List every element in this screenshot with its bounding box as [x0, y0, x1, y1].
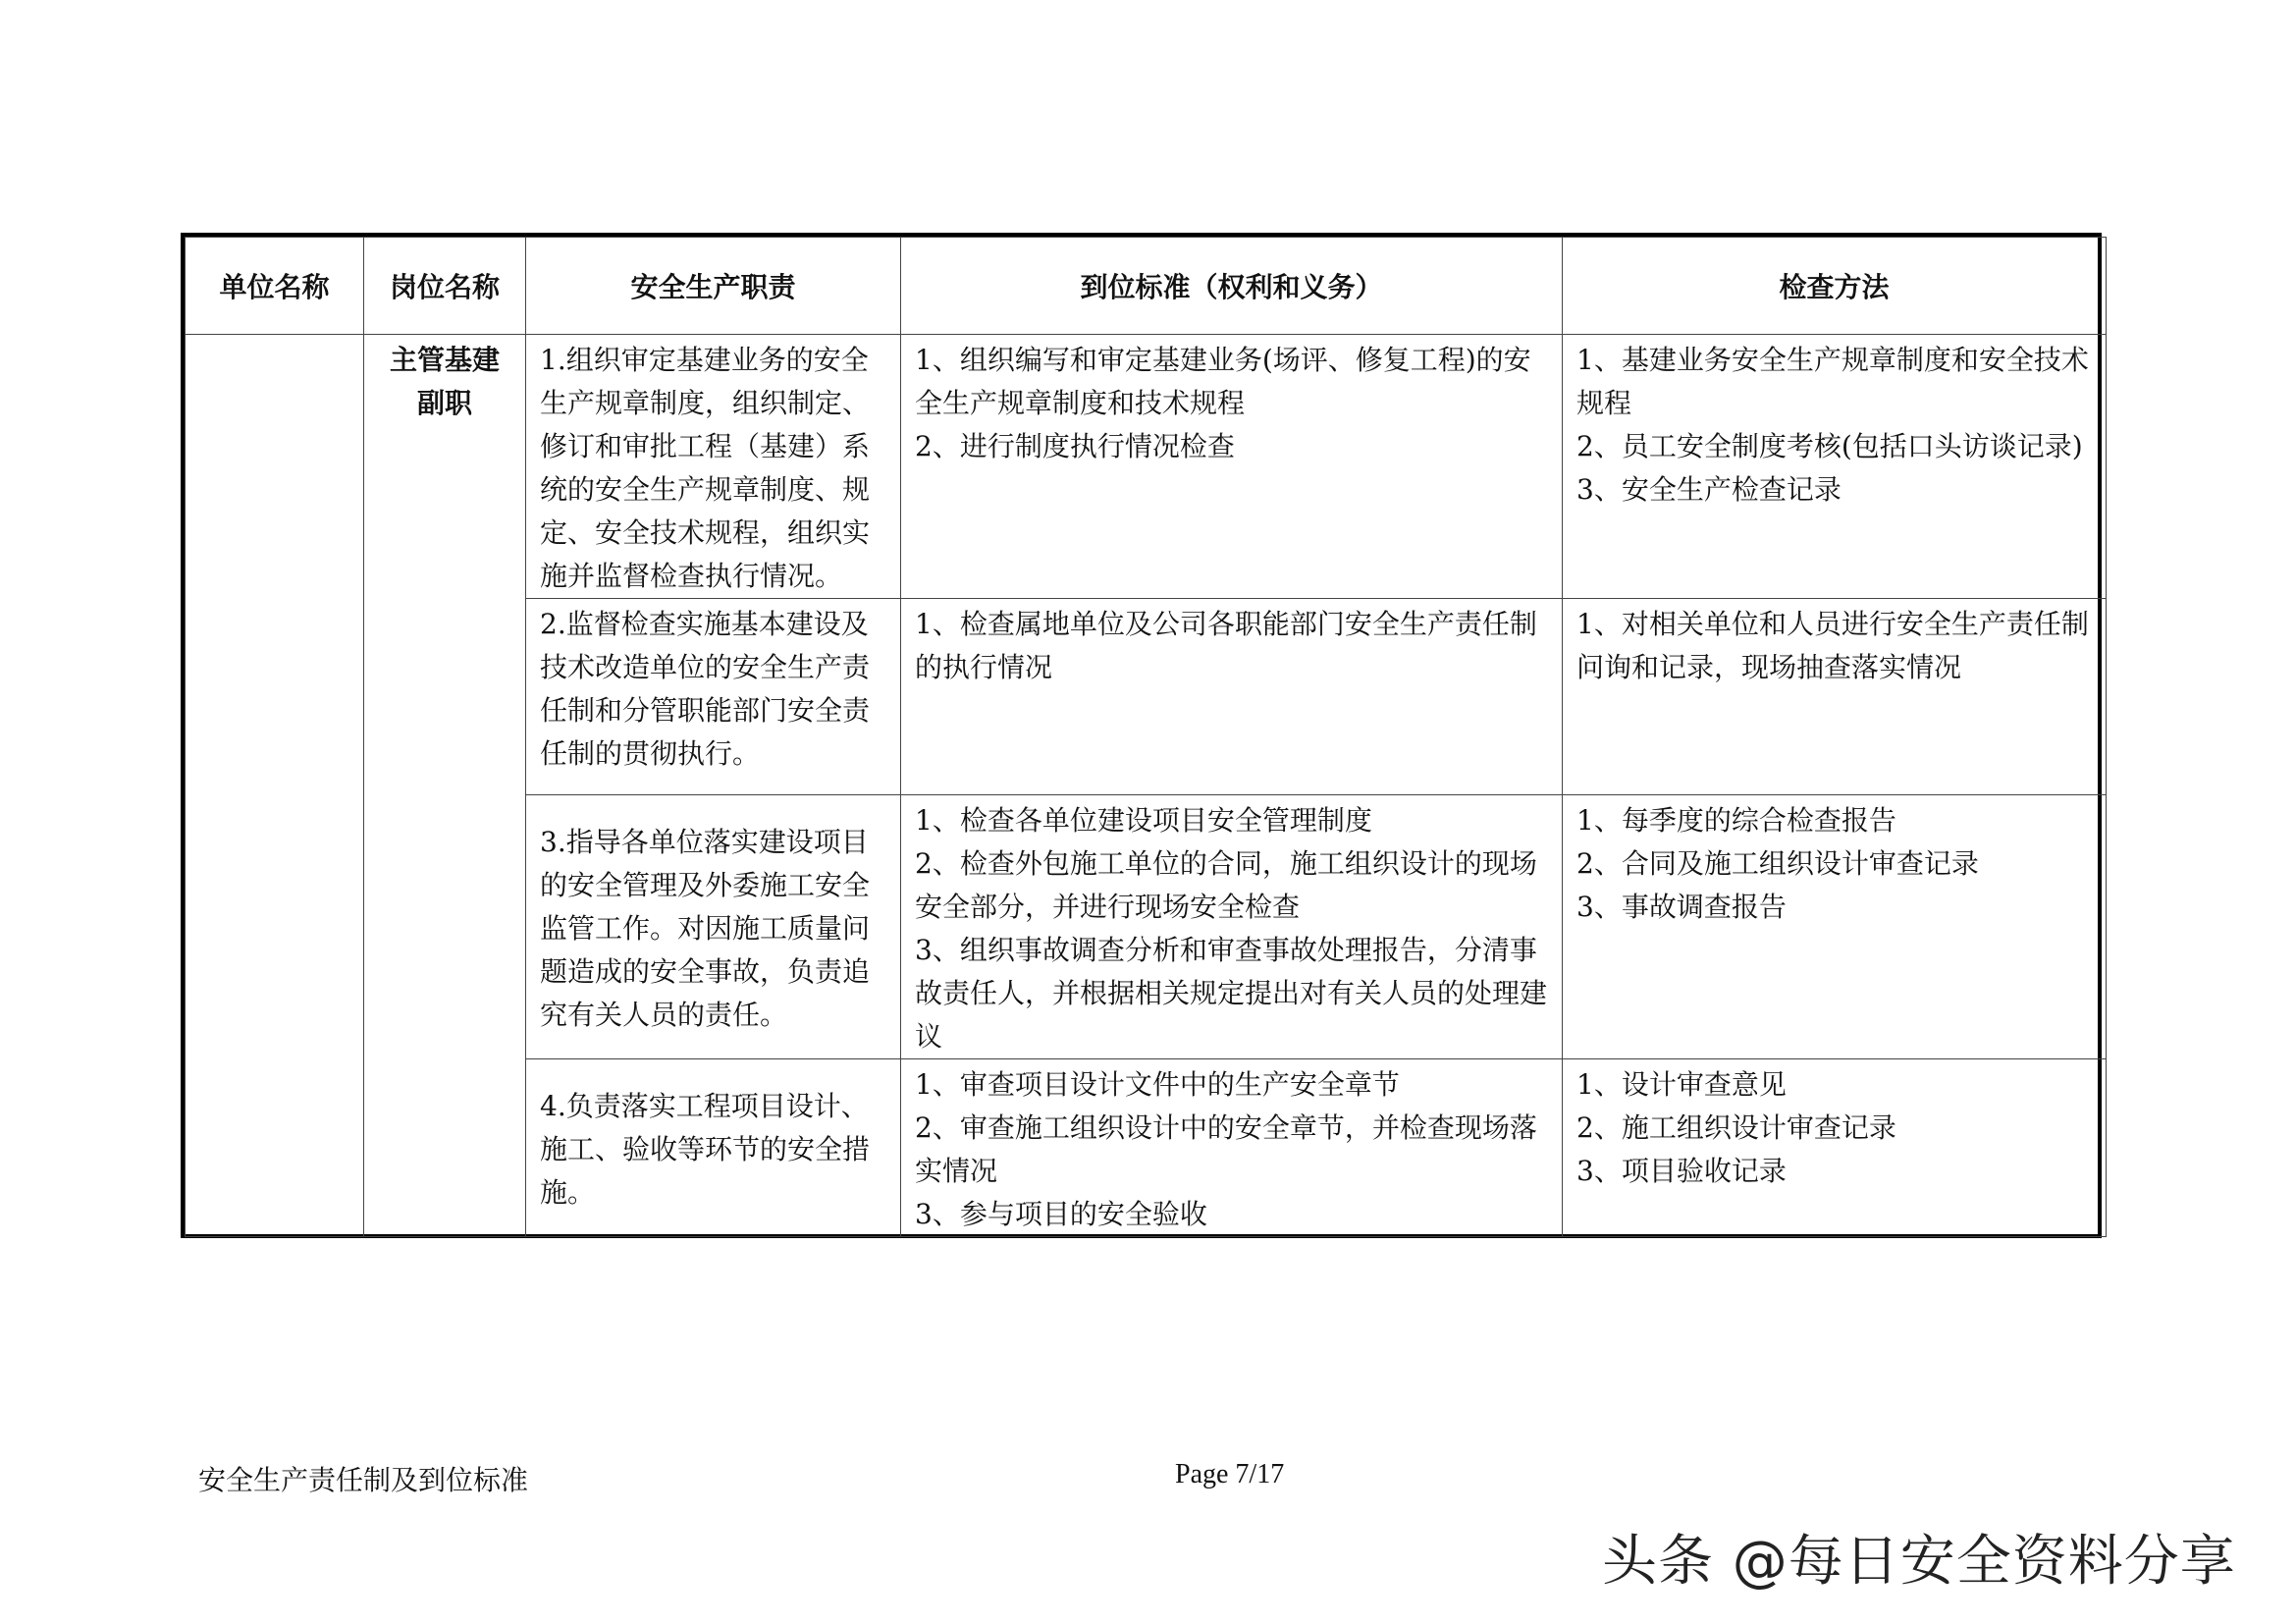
footer-page-number: Page 7/17: [1175, 1459, 1285, 1489]
method-item: 3、项目验收记录: [1576, 1155, 1787, 1187]
standard-item: 1、检查属地单位及公司各职能部门安全生产责任制的执行情况: [915, 608, 1537, 683]
duty-cell: [526, 795, 901, 1059]
method-item: 3、事故调查报告: [1576, 891, 1787, 923]
header-method: 检查方法: [1563, 238, 2107, 335]
method-item: 1、每季度的综合检查报告: [1576, 804, 1896, 837]
duty-text: 2.监督检查实施基本建设及技术改造单位的安全生产责任制和分管职能部门安全责任制的贯彻执行。: [540, 608, 871, 770]
standard-item: 1、检查各单位建设项目安全管理制度: [915, 804, 1372, 837]
duty-cell: [526, 1059, 901, 1237]
method-cell: [1563, 335, 2107, 599]
watermark: 头条 @每日安全资料分享: [1602, 1530, 2236, 1594]
duty-text: 1.组织审定基建业务的安全生产规章制度，组织制定、修订和审批工程（基建）系统的安全生产规章制度、规定、安全技术规程，组织实施并监督检查执行情况。: [540, 344, 871, 592]
standard-item: 2、进行制度执行情况检查: [915, 430, 1235, 462]
standard-cell: [901, 795, 1563, 1059]
duty-text: 3.指导各单位落实建设项目的安全管理及外委施工安全监管工作。对因施工质量问题造成的安全事故，负责追究有关人员的责任。: [540, 826, 871, 1031]
standard-item: 3、参与项目的安全验收: [915, 1198, 1207, 1230]
standard-item: 1、审查项目设计文件中的生产安全章节: [915, 1068, 1400, 1101]
header-standard: 到位标准（权利和义务）: [901, 238, 1563, 335]
standard-item: 2、审查施工组织设计中的安全章节，并检查现场落实情况: [915, 1111, 1537, 1187]
standard-cell: [901, 1059, 1563, 1237]
table-row: [186, 335, 2107, 599]
duty-cell: [526, 335, 901, 599]
post-name: 主管基建副职: [389, 344, 500, 419]
post-name-cell: [364, 335, 526, 1237]
method-item: 2、施工组织设计审查记录: [1576, 1111, 1896, 1144]
method-item: 2、合同及施工组织设计审查记录: [1576, 847, 1979, 880]
standard-cell: [901, 599, 1563, 795]
method-item: 1、对相关单位和人员进行安全生产责任制问询和记录，现场抽查落实情况: [1576, 608, 2089, 683]
footer-document-title: 安全生产责任制及到位标准: [198, 1464, 529, 1496]
responsibility-table: [181, 233, 2102, 1238]
standard-item: 1、组织编写和审定基建业务(场评、修复工程)的安全生产规章制度和技术规程: [915, 344, 1531, 419]
standard-cell: [901, 335, 1563, 599]
table-header-row: [186, 238, 2107, 335]
method-item: 1、基建业务安全生产规章制度和安全技术规程: [1576, 344, 2089, 419]
header-unit-name: 单位名称: [186, 238, 364, 335]
method-cell: [1563, 599, 2107, 795]
duty-cell: [526, 599, 901, 795]
method-item: 1、设计审查意见: [1576, 1068, 1787, 1101]
method-cell: [1563, 795, 2107, 1059]
standard-item: 2、检查外包施工单位的合同，施工组织设计的现场安全部分，并进行现场安全检查: [915, 847, 1537, 923]
header-post-name: 岗位名称: [364, 238, 526, 335]
method-cell: [1563, 1059, 2107, 1237]
standard-item: 3、组织事故调查分析和审查事故处理报告，分清事故责任人，并根据相关规定提出对有关人员的处理建议: [915, 934, 1548, 1053]
method-item: 2、员工安全制度考核(包括口头访谈记录): [1576, 430, 2083, 462]
method-item: 3、安全生产检查记录: [1576, 473, 1842, 506]
duty-text: 4.负责落实工程项目设计、施工、验收等环节的安全措施。: [540, 1090, 871, 1209]
header-duty: 安全生产职责: [526, 238, 901, 335]
unit-name-cell: [186, 335, 364, 1237]
